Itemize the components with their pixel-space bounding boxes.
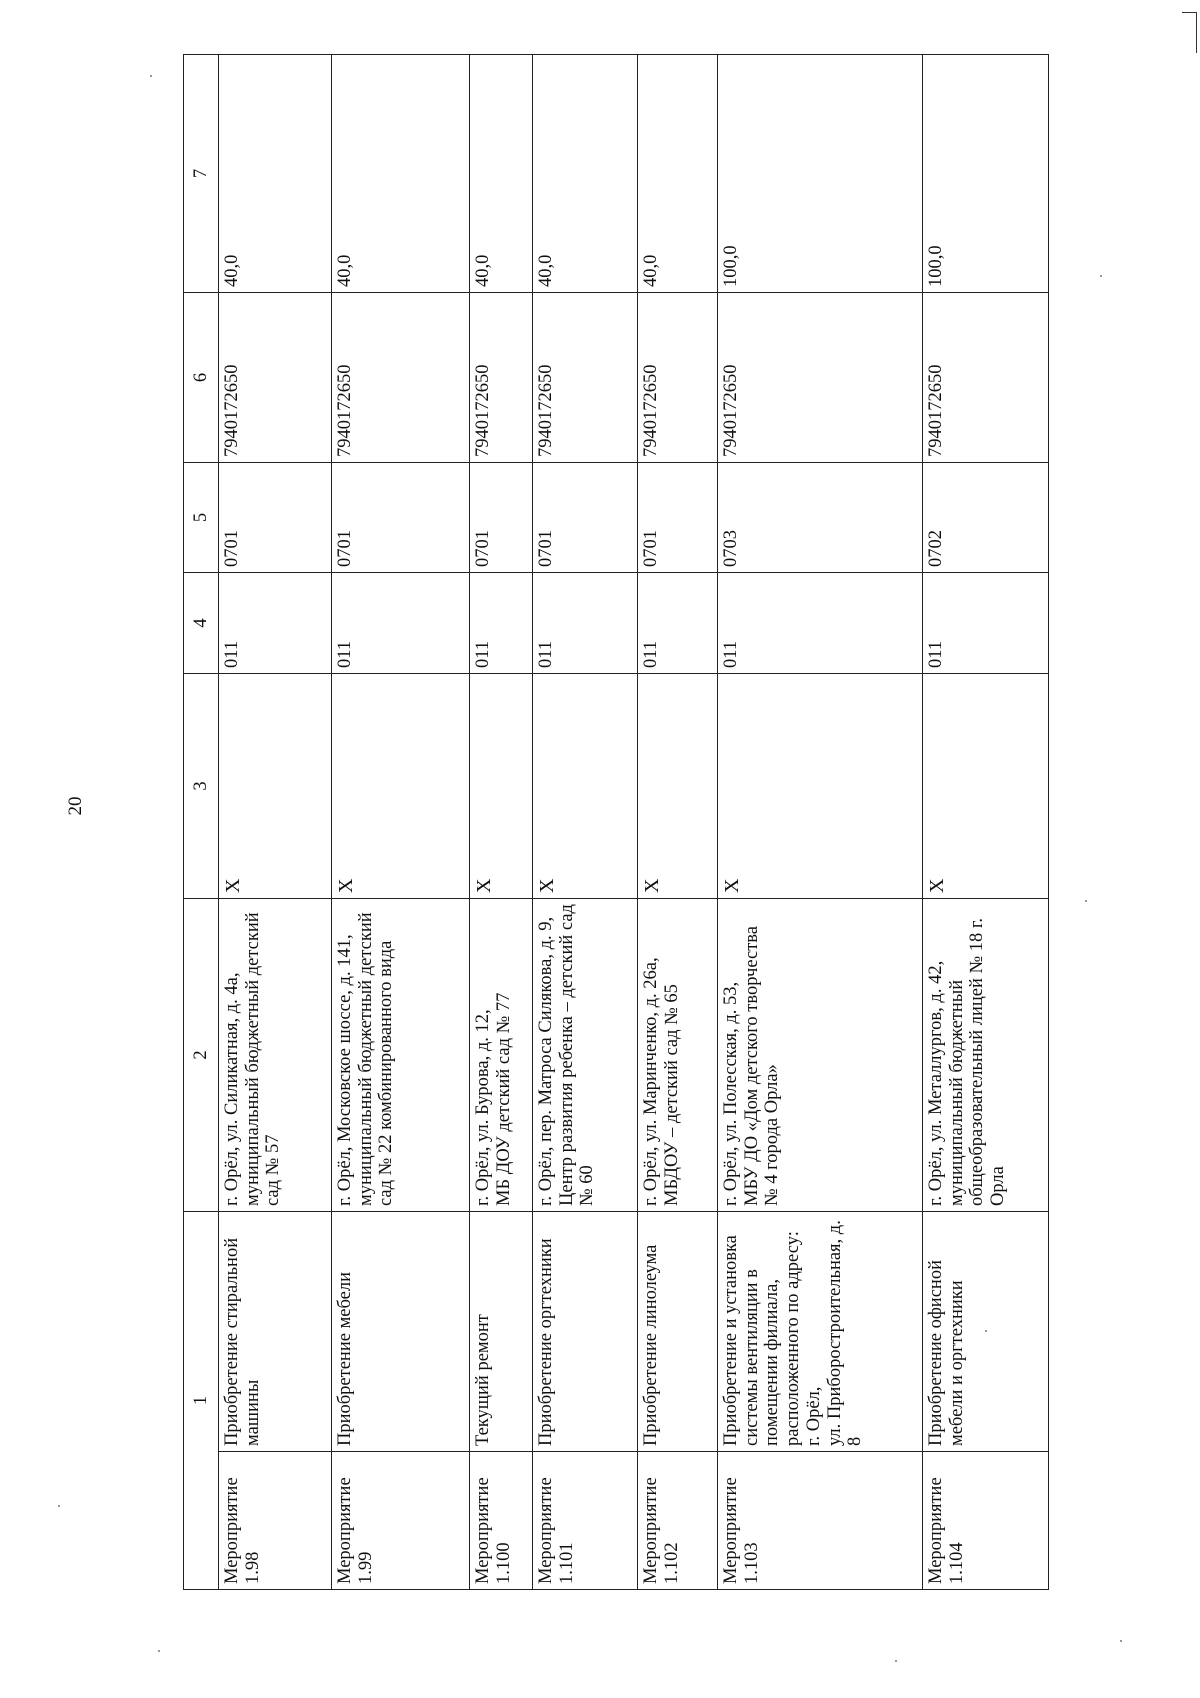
col5-cell: 0701 (470, 463, 533, 573)
col6-cell: 7940172650 (332, 293, 470, 463)
scan-speck (1100, 275, 1102, 277)
table-row (923, 55, 1049, 1590)
col4-cell: 011 (638, 573, 718, 674)
col5-cell: 0701 (332, 463, 470, 573)
description-cell: Приобретение и установка системы вентиляции в помещении филиала, расположенного по адресу: г. Орёл, ул. Приборостроительная, д. 8 (718, 1212, 923, 1452)
event-cell: Мероприятие 1.100 (470, 1452, 533, 1590)
description-cell: Приобретение линолеума (638, 1212, 718, 1452)
address-cell: г. Орёл, пер. Матроса Силякова, д. 9, Центр развития ребенка – детский сад № 60 (533, 899, 638, 1212)
event-cell: Мероприятие 1.102 (638, 1452, 718, 1590)
description-cell: Приобретение офисной мебели и оргтехники (923, 1212, 1049, 1452)
table-row (470, 55, 533, 1590)
table-row (718, 55, 923, 1590)
col7-cell: 40,0 (638, 55, 718, 293)
col4-cell: 011 (332, 573, 470, 674)
col4-cell: 011 (470, 573, 533, 674)
col6-cell: 7940172650 (470, 293, 533, 463)
measures-table (183, 54, 1049, 1590)
description-cell: Текущий ремонт (470, 1212, 533, 1452)
page-number: 20 (65, 796, 86, 816)
col6-cell: 7940172650 (718, 293, 923, 463)
col7-cell: 40,0 (219, 55, 332, 293)
col5-cell: 0701 (638, 463, 718, 573)
event-cell: Мероприятие 1.103 (718, 1452, 923, 1590)
col7-cell: 40,0 (470, 55, 533, 293)
header-cell: 5 (184, 463, 219, 573)
address-cell: г. Орёл, ул. Полесская, д. 53, МБУ ДО «Дом детского творчества № 4 города Орла» (718, 899, 923, 1212)
col4-cell: 011 (219, 573, 332, 674)
rotated-table-frame (183, 55, 1043, 1590)
address-cell: г. Орёл, ул. Бурова, д. 12, МБ ДОУ детский сад № 77 (470, 899, 533, 1212)
scan-speck (1085, 900, 1087, 902)
event-cell: Мероприятие 1.98 (219, 1452, 332, 1590)
col3-cell: Х (219, 674, 332, 899)
address-cell: г. Орёл, ул. Маринченко, д. 26а, МБДОУ – детский сад № 65 (638, 899, 718, 1212)
address-cell: г. Орёл, ул. Силикатная, д. 4а, муниципальный бюджетный детский сад № 57 (219, 899, 332, 1212)
col3-cell: Х (533, 674, 638, 899)
description-cell: Приобретение оргтехники (533, 1212, 638, 1452)
col7-cell: 100,0 (718, 55, 923, 293)
scan-corner-mark (1182, 12, 1197, 53)
event-cell: Мероприятие 1.99 (332, 1452, 470, 1590)
col4-cell: 011 (533, 573, 638, 674)
col6-cell: 7940172650 (638, 293, 718, 463)
col7-cell: 100,0 (923, 55, 1049, 293)
col6-cell: 7940172650 (219, 293, 332, 463)
header-row (184, 55, 219, 1590)
header-cell: 7 (184, 55, 219, 293)
table-row (638, 55, 718, 1590)
col5-cell: 0701 (533, 463, 638, 573)
description-cell: Приобретение мебели (332, 1212, 470, 1452)
col4-cell: 011 (718, 573, 923, 674)
col5-cell: 0702 (923, 463, 1049, 573)
col7-cell: 40,0 (533, 55, 638, 293)
col3-cell: Х (332, 674, 470, 899)
header-cell: 4 (184, 573, 219, 674)
col5-cell: 0701 (219, 463, 332, 573)
header-cell: 1 (184, 1212, 219, 1590)
scan-speck (58, 1505, 60, 1507)
col3-cell: Х (718, 674, 923, 899)
table-row (332, 55, 470, 1590)
scan-speck (1120, 1640, 1122, 1642)
address-cell: г. Орёл, Московское шоссе, д. 141, муниципальный бюджетный детский сад № 22 комбинированного вида (332, 899, 470, 1212)
col7-cell: 40,0 (332, 55, 470, 293)
address-cell: г. Орёл, ул. Металлургов, д. 42, муниципальный бюджетный общеобразовательный лицей № 18 г. Орла (923, 899, 1049, 1212)
col5-cell: 0703 (718, 463, 923, 573)
scan-speck (158, 1650, 160, 1652)
table-row (533, 55, 638, 1590)
description-cell: Приобретение стиральной машины (219, 1212, 332, 1452)
event-cell: Мероприятие 1.101 (533, 1452, 638, 1590)
table-body (219, 55, 1049, 1590)
scan-speck (895, 1660, 897, 1662)
col6-cell: 7940172650 (923, 293, 1049, 463)
header-cell: 3 (184, 674, 219, 899)
header-cell: 2 (184, 899, 219, 1212)
header-cell: 6 (184, 293, 219, 463)
col3-cell: Х (638, 674, 718, 899)
col3-cell: Х (923, 674, 1049, 899)
col3-cell: Х (470, 674, 533, 899)
scan-speck (150, 75, 152, 77)
table-row (219, 55, 332, 1590)
event-cell: Мероприятие 1.104 (923, 1452, 1049, 1590)
col4-cell: 011 (923, 573, 1049, 674)
col6-cell: 7940172650 (533, 293, 638, 463)
